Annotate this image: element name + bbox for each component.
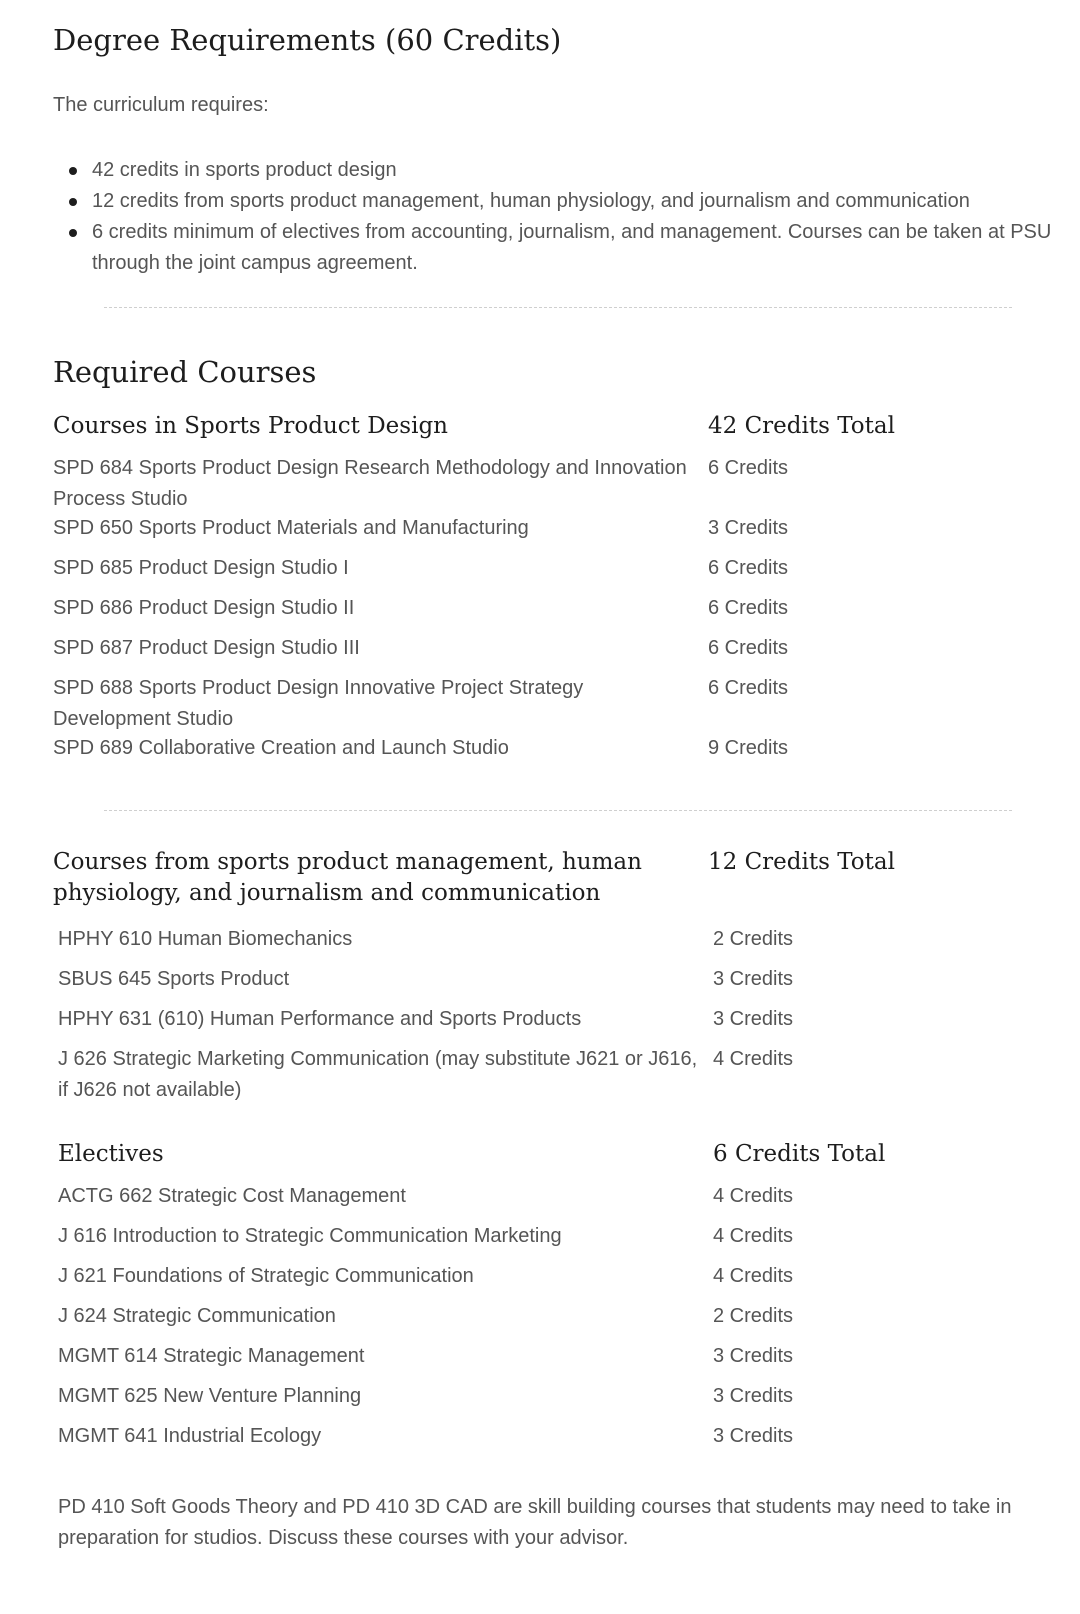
- course-credits: 3 Credits: [708, 517, 789, 539]
- course-row: [58, 1044, 1018, 1106]
- course-list: [53, 453, 1013, 764]
- course-row: [53, 673, 1013, 733]
- course-name: ACTG 662 Strategic Cost Management: [58, 1185, 406, 1207]
- course-credits: 2 Credits: [713, 928, 794, 950]
- course-row: [53, 593, 1013, 633]
- course-row: [58, 1221, 1018, 1261]
- course-credits: 4 Credits: [713, 1048, 794, 1070]
- course-name: J 616 Introduction to Strategic Communication Marketing: [58, 1225, 562, 1247]
- requirement-item: 42 credits in sports product design: [53, 155, 1053, 186]
- course-row: [53, 453, 1013, 513]
- section-title: Courses from sports product management, human physiology, and journalism and communication: [53, 849, 642, 906]
- course-credits: 4 Credits: [713, 1265, 794, 1287]
- course-row: [58, 924, 1018, 964]
- section-total: 12 Credits Total: [708, 849, 895, 875]
- course-row: [58, 1004, 1018, 1044]
- course-credits: 9 Credits: [708, 737, 789, 759]
- divider: [104, 810, 1012, 811]
- course-name: SPD 684 Sports Product Design Research Methodology and Innovation Process Studio: [53, 457, 687, 510]
- section-header: [53, 411, 1013, 453]
- course-name: SPD 689 Collaborative Creation and Launch Studio: [53, 737, 509, 759]
- required-courses-title: Required Courses: [53, 355, 317, 389]
- section-title: Courses in Sports Product Design: [53, 413, 448, 439]
- requirement-item: 12 credits from sports product management, human physiology, and journalism and communication: [53, 186, 1053, 217]
- intro-text: The curriculum requires:: [53, 94, 269, 116]
- course-name: MGMT 625 New Venture Planning: [58, 1385, 362, 1407]
- course-row: [53, 513, 1013, 553]
- advisory-note: PD 410 Soft Goods Theory and PD 410 3D CAD are skill building courses that students may need to take in preparation for studios. Discuss these courses with your advisor.: [58, 1496, 1012, 1549]
- electives-section: [58, 1139, 1018, 1461]
- course-name: HPHY 631 (610) Human Performance and Sports Products: [58, 1008, 582, 1030]
- requirement-item: 6 credits minimum of electives from accounting, journalism, and management. Courses can be taken at PSU through the joint campus agreement.: [53, 217, 1053, 279]
- cross-section: [53, 847, 1013, 1106]
- course-name: J 626 Strategic Marketing Communication (may substitute J621 or J616, if J626 not available): [58, 1048, 698, 1101]
- course-row: [58, 1261, 1018, 1301]
- course-credits: 6 Credits: [708, 597, 789, 619]
- course-row: [58, 1181, 1018, 1221]
- course-list: [58, 924, 1018, 1106]
- course-name: MGMT 614 Strategic Management: [58, 1345, 365, 1367]
- course-name: SPD 686 Product Design Studio II: [53, 597, 355, 619]
- course-row: [58, 1341, 1018, 1381]
- course-row: [53, 733, 1013, 764]
- course-credits: 2 Credits: [713, 1305, 794, 1327]
- course-name: J 624 Strategic Communication: [58, 1305, 336, 1327]
- course-name: SPD 650 Sports Product Materials and Manufacturing: [53, 517, 529, 539]
- course-credits: 4 Credits: [713, 1185, 794, 1207]
- course-credits: 3 Credits: [713, 1345, 794, 1367]
- section-header: [58, 1139, 1018, 1181]
- section-title: Electives: [58, 1141, 164, 1167]
- course-credits: 3 Credits: [713, 1385, 794, 1407]
- page-title: Degree Requirements (60 Credits): [53, 23, 562, 57]
- course-credits: 3 Credits: [713, 1425, 794, 1447]
- course-credits: 6 Credits: [708, 637, 789, 659]
- course-name: SBUS 645 Sports Product: [58, 968, 290, 990]
- course-credits: 6 Credits: [708, 457, 789, 479]
- spd-section: [53, 411, 1013, 764]
- course-row: [58, 1381, 1018, 1421]
- divider: [104, 307, 1012, 308]
- course-name: SPD 688 Sports Product Design Innovative Project Strategy Development Studio: [53, 677, 584, 730]
- course-credits: 3 Credits: [713, 968, 794, 990]
- course-row: [58, 964, 1018, 1004]
- section-total: 6 Credits Total: [713, 1141, 886, 1167]
- course-credits: 4 Credits: [713, 1225, 794, 1247]
- course-name: HPHY 610 Human Biomechanics: [58, 928, 353, 950]
- course-row: [58, 1301, 1018, 1341]
- course-row: [53, 553, 1013, 593]
- course-list: [58, 1181, 1018, 1461]
- course-credits: 6 Credits: [708, 557, 789, 579]
- requirements-list: [53, 155, 1053, 279]
- course-row: [53, 633, 1013, 673]
- course-credits: 3 Credits: [713, 1008, 794, 1030]
- course-name: MGMT 641 Industrial Ecology: [58, 1425, 322, 1447]
- course-name: SPD 685 Product Design Studio I: [53, 557, 349, 579]
- section-header: [53, 847, 1013, 924]
- course-credits: 6 Credits: [708, 677, 789, 699]
- course-name: J 621 Foundations of Strategic Communication: [58, 1265, 474, 1287]
- course-row: [58, 1421, 1018, 1461]
- course-name: SPD 687 Product Design Studio III: [53, 637, 360, 659]
- section-total: 42 Credits Total: [708, 413, 895, 439]
